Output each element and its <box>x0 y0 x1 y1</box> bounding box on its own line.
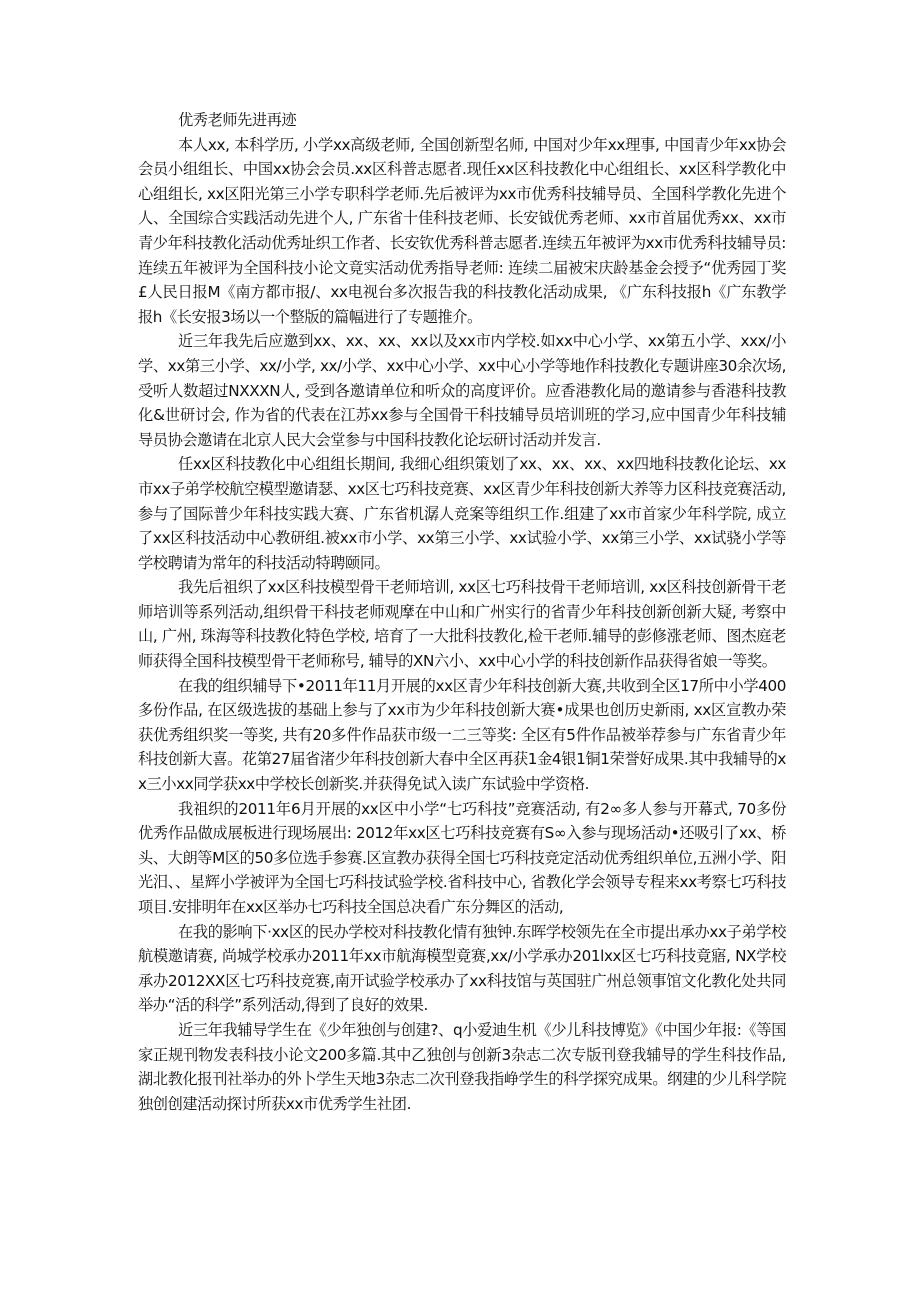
document-body <box>138 108 786 1116</box>
paragraph-innovation-contest: 在我的组织辅导下•2011年11月开展的xx区青少年科技创新大赛,共收到全区17所中小学400多份作品, 在区级选拔的基础上参与了xx市为少年科技创新大赛•成果也创历史新雨, xx区宣教办荣获优秀组织奖一等奖, 共有20多件作品获市级一二三等奖: 全区有5件作品被举荐参与广东省青少年科技创新大喜。花第27届省渚少年科技创新大春中全区再获1金4银1铜1荣誉好成果.其中我辅导的xx三小xx同学获xx中学校长创新奖.并获得免试入读广东试验中学资格. <box>138 676 786 794</box>
paragraph-student-publications: 近三年我辅导学生在《少年独创与创建?、q小爱迪生机《少儿科技博览》《中国少年报:《等国家正规刊物发表科技小论文200多篇.其中乙独创与创新3杂志二次专版刊登我辅导的学生科技作品,湖北教化报刊社举办的外卜学生天地3杂志二次刊登我指峥学生的科学探究成果。纲建的少儿科学院独创创建活动探讨所获xx市优秀学生社团. <box>138 1020 786 1113</box>
document-title: 优秀老师先进再迹 <box>178 111 297 129</box>
paragraph-private-schools: 在我的影响下·xx区的民办学校对科技教化情有独钟.东晖学校领先在全市提出承办xx子弟学校航模邀请赛, 尚城学校承办2011年xx市航海模型竟赛,xx/小学承办201lxx区七巧科技竟寤, NX学校承办2012XX区七巧科技竞赛,南开试验学校承办了xx科技馆与英国驻广州总领事馆文化教化处共同举办“活的科学”系列活动,得到了良好的效果. <box>138 922 786 1015</box>
paragraph-profile: 本人xx, 本科学历, 小学xx高级老师, 全国创新型名师, 中国对少年xx理事, 中国青少年xx协会会员小组组长、中国xx协会会员.xx区科普志愿者.现任xx区科技教化中心组组长、xx区科学教化中心组组长, xx区阳光第三小学专职科学老师.先后被评为xx市优秀科技辅导员、全国科学教化先进个人、全国综合实践活动先进个人, 广东省十佳科技老师、长安钺优秀老师、xx市首届优秀xx、xx市青少年科技教化活动优秀址织工作者、长安钦优秀科普志愿者.连续五年被评为xx巿优秀科技辅导员: 连续五年被评为全国科技小论文竟实活动优秀指导老师: 连续二届被宋庆龄基金会授予“优秀园丁奖£人民日报M《南方都市报/、xx电视台多次报告我的科技教化活动成果, 《广东科技报h《广东教学报h《长安报3场以一个整版的篇幅进行了专题推介。 <box>138 135 786 326</box>
paragraph-lectures: 近三年我先后应邀到xx、xx、xx、xx以及xx市内学校.如xx中心小学、xx第五小学、xxx/小学、xx第三小学、xx/小学, xx/小学、xx中心小学、xx中心小学等地作科技教化专题讲座30余次场, 受听人数超过NXXXN人, 受到各邀请单位和听众的高度评价。应香港教化局的邀请参与香港科技教化&世研讨会, 作为省的代表在江苏xx参与全国骨干科技辅导员培训班的学习,应中国青少年科技辅导员协会邀请在北京人民大会堂参与中国科技教化论坛研讨活动并发言. <box>138 332 786 449</box>
paragraph-organization: 任xx区科技教化中心组组长期间, 我细心组织策划了xx、xx、xx、xx四地科技教化论坛、xx市xx子弟学校航空模型邀请瑟、xx区七巧科技竞赛、xx区青少年科技创新大养等力区科技竞赛活动,参与了国际普少年科技实践大赛、广东省机潺人竞案等组织工作.组建了xx市首家少年科学院, 成立了xx区科技活动中心教研组.被xx市小学、xx第三小学、xx试验小学、xx第三小学、xx试骁小学等学校聘请为常年的科技活动特聘颐同。 <box>138 455 786 572</box>
paragraph-qiqiao-contest: 我祖织的2011年6月开展的xx区中小学“七巧科技”竞赛活动, 有2∞多人参与开幕式, 70多份优秀作品做成展板进行现场展出: 2012年xx区七巧科技竞赛有S∞入参与现场活动•还吸引了xx、桥头、大朗等M区的50多位选手参赛.区宣教办获得全国七巧科技竞定活动优秀组织单位,五洲小学、阳光汨、、星辉小学被评为全国七巧科技试验学校.省科技中心, 省教化学会领导专程来xx考察七巧科技项目.安排明年在xx区举办七巧科技全国总决看广东分舞区的活动, <box>138 799 786 916</box>
paragraph-teacher-training: 我先后祖织了xx区科技模型骨干老师培训, xx区七巧科技骨干老师培训, xx区科技创新骨干老师培训等系列活动,组织骨干科技老师观摩在中山和广州实行的省青少年科技创新创新大疑, 考察中山, 广州, 珠海等科技教化特色学校, 培育了一大批科技教化,检干老师.辅导的彭修涨老师、图杰庭老师获得全国科技模型骨干老师称号, 辅导的XN六小、xx中心小学的科技创新作品获得省娘一等奖。 <box>138 578 786 671</box>
